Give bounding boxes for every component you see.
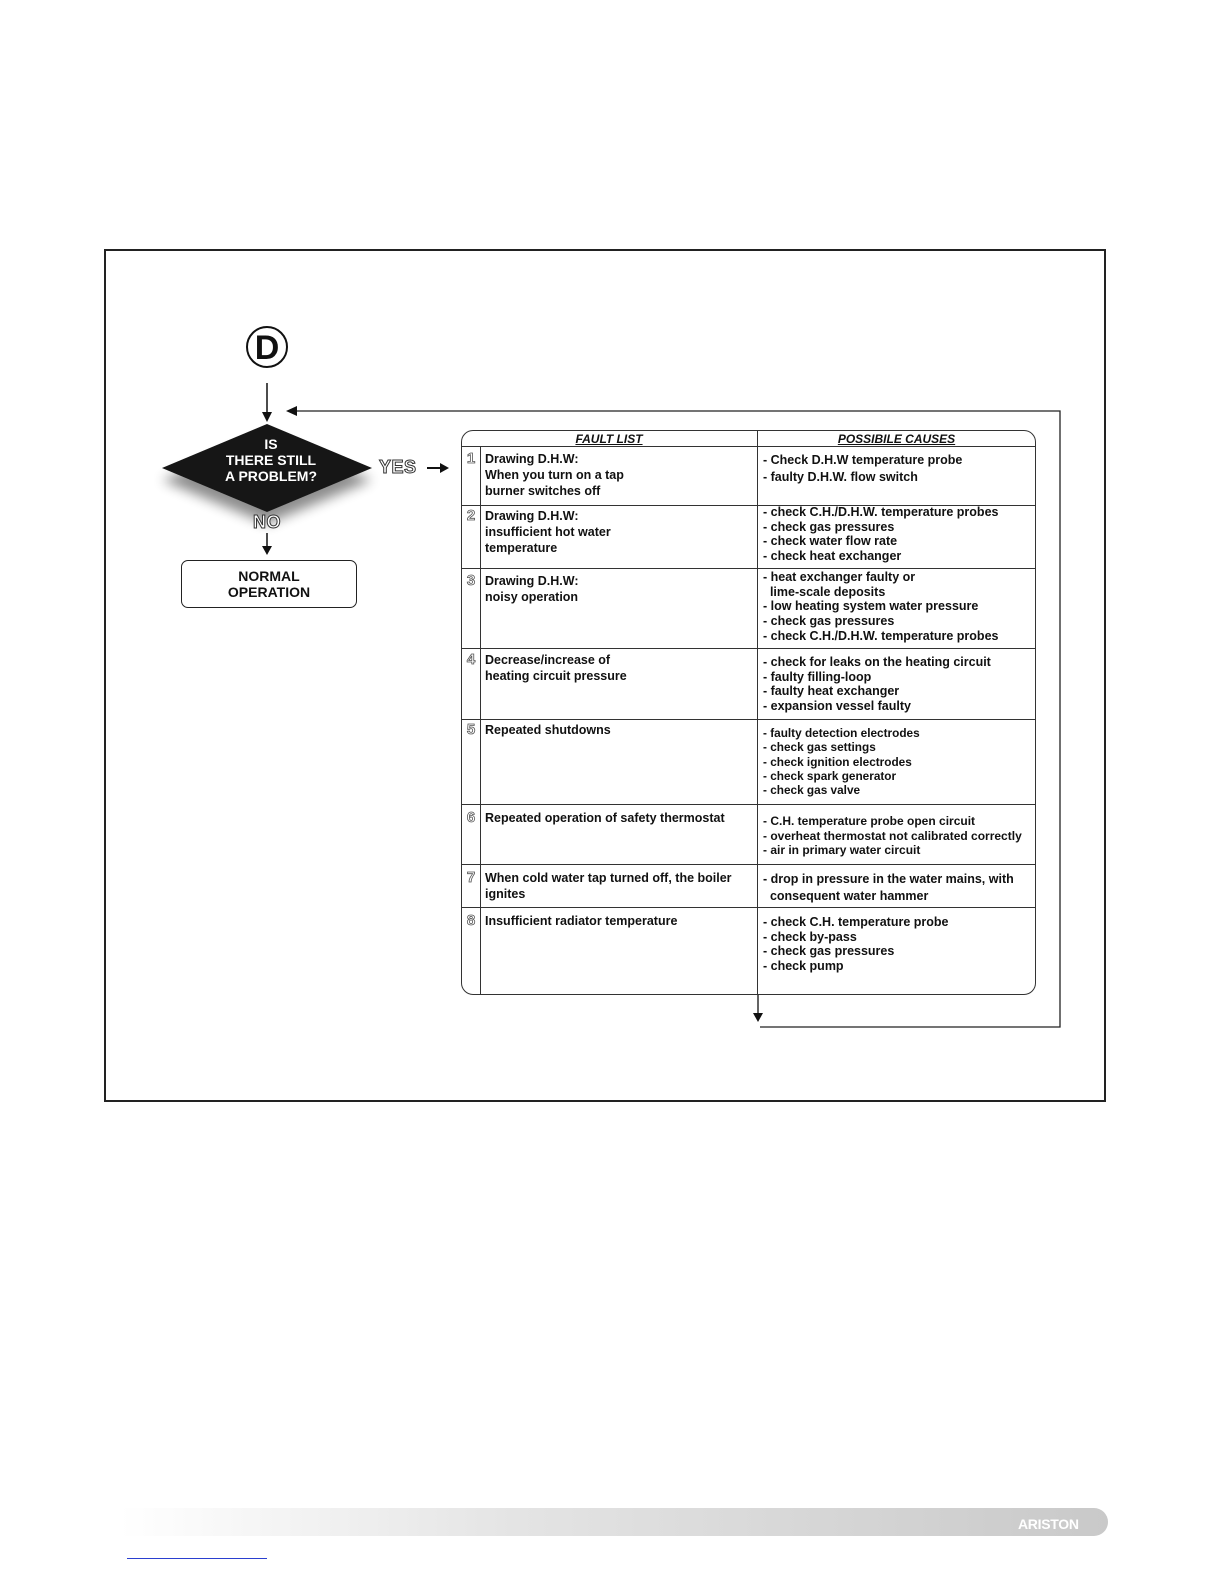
causes-text: - check C.H./D.H.W. temperature probes - check gas pressures - check water flow rate - check heat exchanger (763, 505, 999, 564)
row-divider (461, 804, 1036, 805)
arrow-down-icon (753, 1013, 763, 1022)
row-divider (461, 446, 1036, 447)
fault-text: Decrease/increase of heating circuit pressure (485, 653, 627, 683)
row-number: 7 (466, 869, 476, 886)
row-number: 3 (466, 572, 476, 589)
column-divider (757, 430, 758, 995)
row-divider (461, 719, 1036, 720)
row-number: 5 (466, 721, 476, 738)
arrow-right-icon (440, 463, 449, 473)
connector-d: D (246, 326, 288, 368)
row-number: 6 (466, 809, 476, 826)
row-divider (461, 648, 1036, 649)
decision-line: A PROBLEM? (224, 468, 318, 484)
fault-text: Drawing D.H.W: When you turn on a tap burner switches off (485, 452, 624, 498)
fault-text: Repeated shutdowns (485, 723, 611, 737)
no-label: NO (253, 512, 281, 532)
footer-link-underline (127, 1558, 267, 1559)
fault-text: Drawing D.H.W: insufficient hot water temperature (485, 509, 611, 555)
causes-text: - heat exchanger faulty or lime-scale deposits - low heating system water pressure - check gas pressures - check C.H./D.H.W. temperature probes (763, 570, 999, 643)
causes-text: - Check D.H.W temperature probe - faulty D.H.W. flow switch (763, 453, 963, 484)
ariston-logo: ARISTON (1018, 1516, 1079, 1532)
decision-line: THERE STILL (225, 452, 317, 468)
normal-operation-line: OPERATION (227, 584, 311, 600)
yes-label: YES (379, 457, 417, 477)
normal-operation-line: NORMAL (238, 568, 300, 584)
header-possible-causes: POSSIBILE CAUSES (837, 432, 956, 446)
arrow-down-icon (262, 412, 272, 422)
header-fault-list: FAULT LIST (575, 432, 643, 446)
causes-text: - drop in pressure in the water mains, with consequent water hammer (763, 872, 1014, 903)
row-divider (461, 907, 1036, 908)
arrow-down-icon (262, 546, 272, 555)
decision-text (196, 436, 346, 484)
footer-bar (120, 1508, 1108, 1536)
row-number: 8 (466, 912, 476, 929)
fault-text: Repeated operation of safety thermostat (485, 811, 725, 825)
row-number: 1 (466, 450, 476, 467)
causes-text: - check C.H. temperature probe - check by-pass - check gas pressures - check pump (763, 915, 949, 974)
causes-text: - faulty detection electrodes - check gas settings - check ignition electrodes - check spark generator - check gas valve (763, 726, 920, 798)
causes-text: - check for leaks on the heating circuit - faulty filling-loop - faulty heat exchanger - expansion vessel faulty (763, 655, 991, 714)
row-number: 4 (466, 651, 476, 668)
causes-text: - C.H. temperature probe open circuit - overheat thermostat not calibrated correctly - air in primary water circuit (763, 814, 1022, 858)
row-divider (461, 864, 1036, 865)
decision-line: IS (264, 436, 278, 452)
fault-text: Drawing D.H.W: noisy operation (485, 574, 579, 604)
fault-text: Insufficient radiator temperature (485, 914, 678, 928)
number-column-divider (480, 447, 481, 994)
normal-operation-box (181, 560, 357, 608)
arrow-left-icon (286, 406, 297, 416)
fault-text: When cold water tap turned off, the boiler ignites (485, 871, 732, 901)
row-number: 2 (466, 507, 476, 524)
